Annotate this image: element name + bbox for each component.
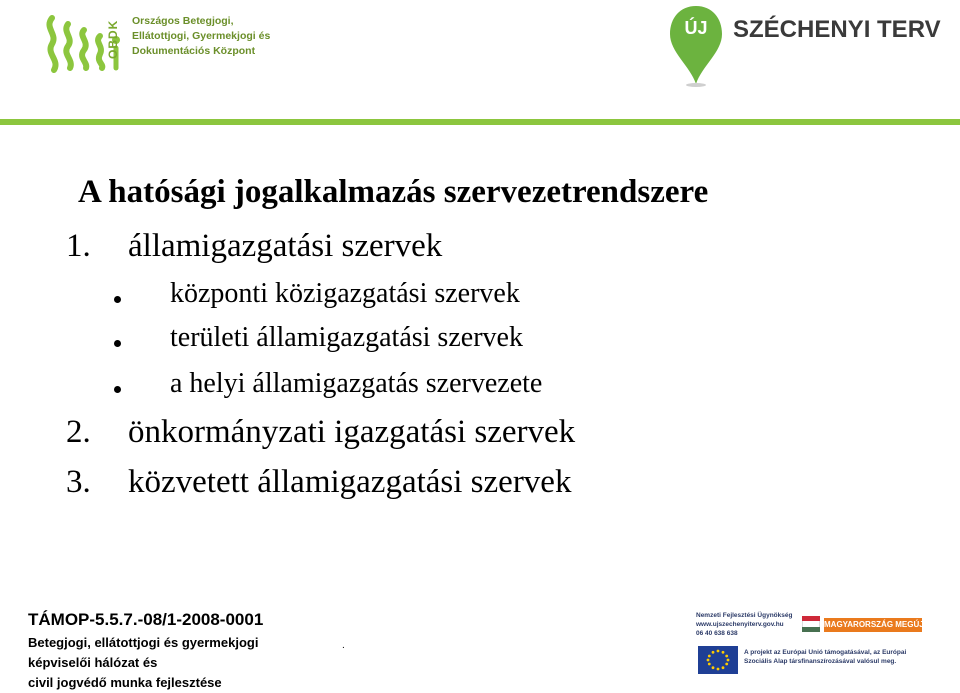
item-text: közvetett államigazgatási szervek [128,464,572,500]
project-line: képviselői hálózat és [28,655,158,670]
project-description [28,633,263,693]
bullet-icon [114,296,121,303]
bullet-text: a helyi államigazgatás szervezete [170,368,543,399]
obdk-organization-name [132,14,270,59]
item-text: önkormányzati igazgatási szervek [128,414,576,450]
bullet-icon [114,340,121,347]
nfu-name: Nemzeti Fejlesztési Ügynökség [696,612,793,619]
item-number: 1. [66,228,91,264]
item-number: 3. [66,464,91,500]
obdk-line: Dokumentációs Központ [132,45,256,57]
hungarian-flag-icon [802,616,820,632]
eu-flag-icon [698,646,738,674]
map-pin-icon [668,4,724,88]
bullet-text: területi államigazgatási szervek [170,322,523,353]
funding-block [684,606,935,682]
project-info [28,610,263,693]
nfu-website: www.ujszechenyiterv.gov.hu [696,621,784,628]
header-divider [0,119,960,125]
eu-funding-line: Szociális Alap társfinanszírozásával valósul meg. [744,658,897,665]
item-text: államigazgatási szervek [128,228,443,264]
magyarorszag-megujul-badge: MAGYARORSZÁG MEGÚJUL [824,618,922,632]
dot-mark: . [342,640,345,651]
project-code: TÁMOP-5.5.7.-08/1-2008-0001 [28,610,264,629]
project-line: civil jogvédő munka fejlesztése [28,675,222,690]
obdk-acronym: OBDK [106,19,120,59]
project-line: Betegjogi, ellátottjogi és gyermekjogi [28,635,259,650]
bullet-icon [114,386,121,393]
obdk-line: Ellátottjogi, Gyermekjogi és [132,30,271,42]
obdk-line: Országos Betegjogi, [132,15,234,27]
szechenyi-terv-logo: SZÉCHENYI TERV [733,16,941,43]
header [0,0,960,122]
eu-funding-line: A projekt az Európai Unió támogatásával, az Európai [744,649,907,656]
item-number: 2. [66,414,91,450]
slide-title: A hatósági jogalkalmazás szervezetrendszere [78,174,709,210]
bullet-text: központi közigazgatási szervek [170,278,520,309]
nfu-phone: 06 40 638 638 [696,630,738,637]
eu-funding-text [744,648,906,666]
uj-label: ÚJ [684,18,708,38]
